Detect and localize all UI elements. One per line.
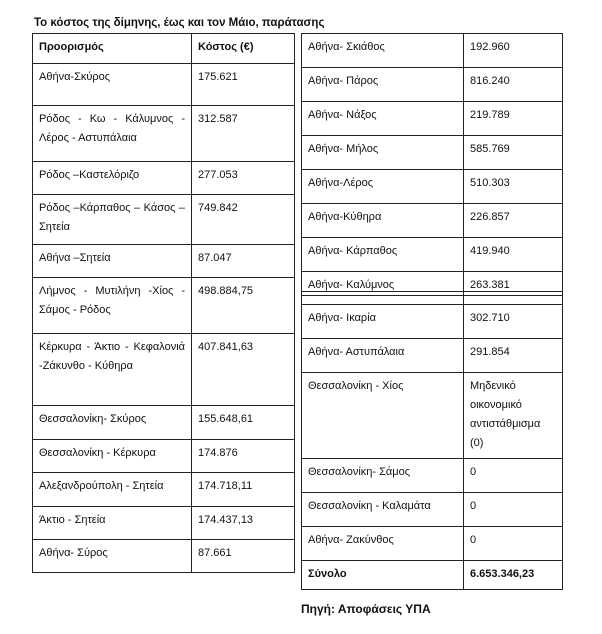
destination-cell: Θεσσαλονίκη- Σκύρος [33,406,192,440]
destination-cell: Αθήνα-Λέρος [302,170,464,204]
cost-cell: 219.789 [464,102,563,136]
table-caption: Το κόστος της δίμηνης, έως και τον Μάιο, παράτασης [34,17,325,29]
table-row [33,278,295,334]
cost-cell: 263.381 [464,272,563,296]
table-row [33,440,295,473]
cost-cell: 407.841,63 [192,334,295,406]
cost-cell: 510.303 [464,170,563,204]
table-row [302,373,563,459]
table-row [302,527,563,561]
destination-cell: Αθήνα- Κάρπαθος [302,238,464,272]
cost-cell: 0 [464,493,563,527]
table-row [302,136,563,170]
destination-cell: Αθήνα –Σητεία [33,245,192,278]
destination-cell: Αθήνα- Σύρος [33,540,192,573]
destination-cell: Αθήνα- Σκιάθος [302,34,464,68]
table-row [302,68,563,102]
table-row [302,305,563,339]
cost-table-right-bottom [301,291,563,590]
table-row [302,102,563,136]
cost-cell: 0 [464,527,563,561]
table-row [33,245,295,278]
table-row [33,106,295,162]
table-row [302,459,563,493]
cost-table-right-top [301,33,563,296]
destination-cell: Αθήνα- Μήλος [302,136,464,170]
table-row [33,64,295,106]
table-row [302,204,563,238]
cost-cell: 192.960 [464,34,563,68]
cost-cell: 174.437,13 [192,507,295,540]
cost-cell: 155.648,61 [192,406,295,440]
total-value: 6.653.346,23 [464,561,563,590]
destination-cell: Αθήνα- Καλύμνος [302,272,464,296]
destination-cell: Κέρκυρα - Άκτιο - Κεφαλονιά -Ζάκυνθο - Κύθηρα [33,334,192,406]
destination-cell: Αθήνα- Αστυπάλαια [302,339,464,373]
cost-cell: 816.240 [464,68,563,102]
table-row [302,238,563,272]
destination-cell: Άκτιο - Σητεία [33,507,192,540]
destination-header: Προορισμός [33,34,192,64]
cost-cell: 277.053 [192,162,295,195]
cost-cell: 174.718,11 [192,473,295,507]
cost-cell: 498.884,75 [192,278,295,334]
destination-cell: Αθήνα- Ζακύνθος [302,527,464,561]
cost-cell: 302.710 [464,305,563,339]
table-row [302,34,563,68]
total-row [302,561,563,590]
destination-cell: Ρόδος - Κω - Κάλυμνος - Λέρος - Αστυπάλαια [33,106,192,162]
destination-cell: Θεσσαλονίκη - Κέρκυρα [33,440,192,473]
cost-cell: Μηδενικό οικονομικό αντιστάθμισμα (0) [464,373,563,459]
cost-cell: 291.854 [464,339,563,373]
cost-cell: 174.876 [192,440,295,473]
destination-cell: Αθήνα- Πάρος [302,68,464,102]
cost-cell: 87.047 [192,245,295,278]
table-row [33,507,295,540]
header-row [33,34,295,64]
table-row [33,473,295,507]
destination-cell: Θεσσαλονίκη- Σάμος [302,459,464,493]
destination-cell: Ρόδος –Κάρπαθος – Κάσος – Σητεία [33,195,192,245]
cost-cell: 749.842 [192,195,295,245]
destination-cell: Αθήνα-Κύθηρα [302,204,464,238]
destination-cell: Αλεξανδρούπολη - Σητεία [33,473,192,507]
cost-table-left [32,33,295,573]
destination-cell: Αθήνα-Σκύρος [33,64,192,106]
source-note: Πηγή: Αποφάσεις ΥΠΑ [301,602,431,616]
table-row [302,170,563,204]
cost-cell: 226.857 [464,204,563,238]
spacer-row [302,292,563,305]
table-row [302,493,563,527]
spacer-cell [464,292,563,305]
table-row [33,195,295,245]
cost-header: Κόστος (€) [192,34,295,64]
destination-cell: Αθήνα- Νάξος [302,102,464,136]
spacer-cell [302,292,464,305]
cost-cell: 585.769 [464,136,563,170]
cost-cell: 0 [464,459,563,493]
table-row [33,334,295,406]
destination-cell: Θεσσαλονίκη - Χίος [302,373,464,459]
table-row [33,540,295,573]
destination-cell: Ρόδος –Καστελόριζο [33,162,192,195]
destination-cell: Λήμνος - Μυτιλήνη -Χίος - Σάμος - Ρόδος [33,278,192,334]
table-row [302,339,563,373]
cost-cell: 419.940 [464,238,563,272]
destination-cell: Αθήνα- Ικαρία [302,305,464,339]
table-row [33,162,295,195]
cost-cell: 87.661 [192,540,295,573]
table-row [33,406,295,440]
destination-cell: Θεσσαλονίκη - Καλαμάτα [302,493,464,527]
cost-cell: 175.621 [192,64,295,106]
cost-cell: 312.587 [192,106,295,162]
total-label: Σύνολο [302,561,464,590]
